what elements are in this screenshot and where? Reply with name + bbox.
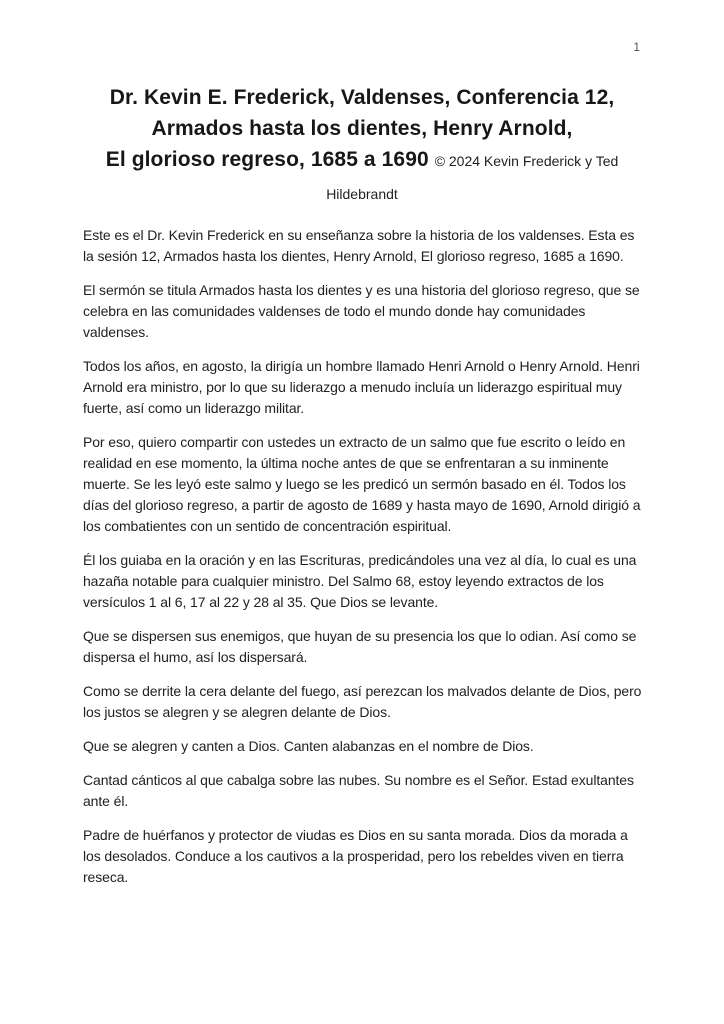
document-title xyxy=(80,82,644,210)
copyright-text-continued: Hildebrandt xyxy=(326,186,398,202)
copyright-text: © 2024 Kevin Frederick y Ted xyxy=(434,153,619,169)
paragraph: Que se dispersen sus enemigos, que huyan de su presencia los que lo odian. Así como se dispersa el humo, así los dispersará. xyxy=(83,628,637,665)
paragraph: Como se derrite la cera delante del fuego, así perezcan los malvados delante de Dios, pero los justos se alegren y se alegren delante de Dios. xyxy=(83,683,642,720)
page-number: 1 xyxy=(633,40,640,54)
paragraph: Que se alegren y canten a Dios. Canten alabanzas en el nombre de Dios. xyxy=(83,738,534,754)
paragraph: Cantad cánticos al que cabalga sobre las nubes. Su nombre es el Señor. Estad exultantes ante él. xyxy=(83,772,634,809)
title-line-3 xyxy=(106,148,619,171)
document-body xyxy=(83,225,643,901)
title-line-3-bold: El glorioso regreso, 1685 a 1690 xyxy=(105,148,429,171)
paragraph: Padre de huérfanos y protector de viudas es Dios en su santa morada. Dios da morada a los desolados. Conduce a los cautivos a la prosperidad, pero los rebeldes viven en tierra reseca. xyxy=(83,827,628,885)
title-line-1: Dr. Kevin E. Frederick, Valdenses, Conferencia 12, xyxy=(109,86,615,109)
paragraph: Este es el Dr. Kevin Frederick en su enseñanza sobre la historia de los valdenses. Esta es la sesión 12, Armados hasta los dientes, Henry Arnold, El glorioso regreso, 1685 a 1690. xyxy=(83,227,635,264)
paragraph: Todos los años, en agosto, la dirigía un hombre llamado Henri Arnold o Henry Arnold. Henri Arnold era ministro, por lo que su liderazgo a menudo incluía un liderazgo espiritual muy fuerte, así como un liderazgo militar. xyxy=(83,358,640,416)
paragraph: El sermón se titula Armados hasta los dientes y es una historia del glorioso regreso, que se celebra en las comunidades valdenses de todo el mundo donde hay comunidades valdenses. xyxy=(83,282,640,340)
paragraph: Por eso, quiero compartir con ustedes un extracto de un salmo que fue escrito o leído en realidad en ese momento, la última noche antes de que se enfrentaran a su inminente muerte. Se les leyó este salmo y luego se les predicó un sermón basado en él. Todos los días del glorioso regreso, a partir de agosto de 1689 y hasta mayo de 1690, Arnold dirigió a los combatientes con un sentido de concentración espiritual. xyxy=(83,434,641,534)
paragraph: Él los guiaba en la oración y en las Escrituras, predicándoles una vez al día, lo cual es una hazaña notable para cualquier ministro. Del Salmo 68, estoy leyendo extractos de los versículos 1 al 6, 17 al 22 y 28 al 35. Que Dios se levante. xyxy=(83,552,637,610)
title-line-2: Armados hasta los dientes, Henry Arnold, xyxy=(151,117,573,140)
